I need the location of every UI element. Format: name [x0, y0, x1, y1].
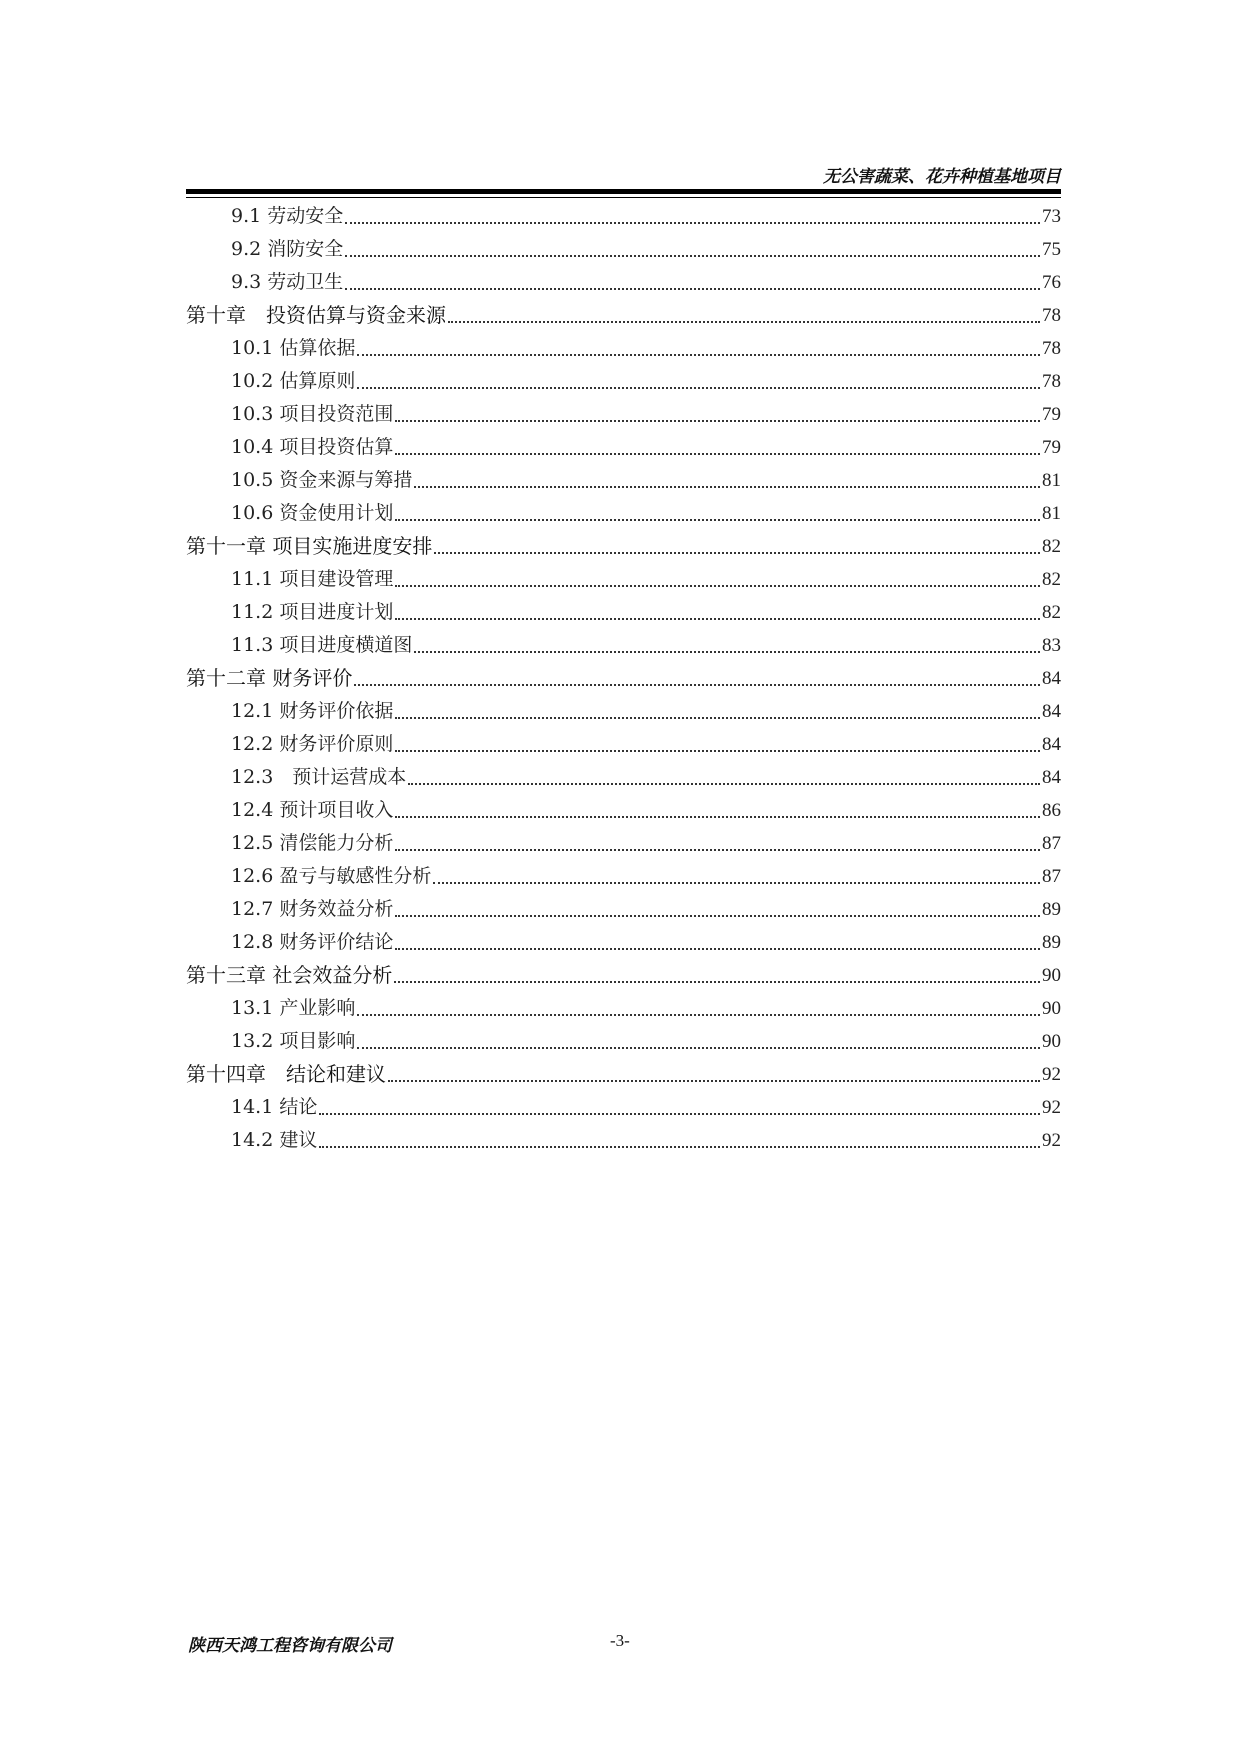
table-of-contents [186, 200, 1061, 1157]
toc-entry-label: 10.6 资金使用计划 [231, 502, 394, 524]
toc-entry-label: 第十一章 项目实施进度安排 [186, 534, 433, 558]
toc-entry-page-number: 78 [1042, 371, 1061, 392]
toc-section-entry[interactable] [186, 926, 1061, 959]
toc-entry-label: 9.2 消防安全 [231, 238, 344, 260]
toc-dot-leader [395, 749, 1040, 752]
toc-entry-label: 12.5 清偿能力分析 [231, 832, 394, 854]
toc-chapter-entry[interactable] [186, 662, 1061, 695]
toc-section-entry[interactable] [186, 1091, 1061, 1124]
toc-entry-label: 14.1 结论 [231, 1096, 318, 1118]
toc-entry-page-number: 83 [1042, 635, 1061, 656]
toc-entry-page-number: 79 [1042, 404, 1061, 425]
toc-dot-leader [357, 1046, 1040, 1049]
toc-dot-leader [448, 320, 1040, 323]
toc-entry-page-number: 82 [1042, 536, 1061, 557]
toc-dot-leader [395, 617, 1040, 620]
toc-chapter-entry[interactable] [186, 1058, 1061, 1091]
toc-section-entry[interactable] [186, 728, 1061, 761]
toc-dot-leader [408, 782, 1040, 785]
toc-section-entry[interactable] [186, 794, 1061, 827]
toc-entry-page-number: 90 [1042, 998, 1061, 1019]
toc-dot-leader [395, 584, 1040, 587]
toc-entry-page-number: 82 [1042, 602, 1061, 623]
toc-dot-leader [357, 353, 1040, 356]
toc-entry-label: 第十三章 社会效益分析 [186, 963, 393, 987]
toc-entry-label: 11.2 项目进度计划 [231, 601, 394, 623]
toc-entry-page-number: 75 [1042, 239, 1061, 260]
toc-dot-leader [345, 254, 1040, 257]
header-rule-thin [186, 197, 1061, 198]
toc-dot-leader [354, 683, 1040, 686]
toc-section-entry[interactable] [186, 1124, 1061, 1157]
toc-entry-page-number: 87 [1042, 833, 1061, 854]
toc-entry-label: 12.4 预计项目收入 [231, 799, 394, 821]
toc-dot-leader [395, 815, 1040, 818]
toc-dot-leader [395, 419, 1040, 422]
toc-dot-leader [357, 386, 1040, 389]
toc-section-entry[interactable] [186, 563, 1061, 596]
toc-entry-page-number: 78 [1042, 338, 1061, 359]
toc-dot-leader [357, 1013, 1040, 1016]
toc-entry-label: 10.5 资金来源与筹措 [231, 469, 413, 491]
toc-dot-leader [395, 914, 1040, 917]
toc-entry-label: 10.4 项目投资估算 [231, 436, 394, 458]
toc-section-entry[interactable] [186, 827, 1061, 860]
running-header-title: 无公害蔬菜、花卉种植基地项目 [823, 167, 1061, 187]
toc-entry-page-number: 81 [1042, 470, 1061, 491]
toc-chapter-entry[interactable] [186, 530, 1061, 563]
toc-entry-page-number: 73 [1042, 206, 1061, 227]
toc-entry-label: 12.6 盈亏与敏感性分析 [231, 865, 432, 887]
toc-entry-page-number: 84 [1042, 701, 1061, 722]
toc-section-entry[interactable] [186, 266, 1061, 299]
toc-entry-label: 第十二章 财务评价 [186, 666, 353, 690]
toc-entry-label: 12.8 财务评价结论 [231, 931, 394, 953]
toc-dot-leader [319, 1112, 1040, 1115]
toc-entry-page-number: 86 [1042, 800, 1061, 821]
toc-entry-page-number: 92 [1042, 1064, 1061, 1085]
toc-dot-leader [414, 485, 1040, 488]
toc-entry-page-number: 79 [1042, 437, 1061, 458]
toc-dot-leader [394, 980, 1040, 983]
toc-entry-label: 第十章 投资估算与资金来源 [186, 303, 446, 327]
toc-entry-page-number: 87 [1042, 866, 1061, 887]
toc-dot-leader [395, 518, 1040, 521]
toc-section-entry[interactable] [186, 200, 1061, 233]
toc-section-entry[interactable] [186, 695, 1061, 728]
toc-dot-leader [433, 881, 1040, 884]
toc-section-entry[interactable] [186, 761, 1061, 794]
toc-section-entry[interactable] [186, 893, 1061, 926]
toc-entry-page-number: 90 [1042, 965, 1061, 986]
toc-entry-page-number: 89 [1042, 932, 1061, 953]
toc-entry-label: 12.7 财务效益分析 [231, 898, 394, 920]
toc-section-entry[interactable] [186, 365, 1061, 398]
toc-entry-label: 12.3 预计运营成本 [231, 766, 407, 788]
toc-dot-leader [319, 1145, 1040, 1148]
toc-entry-label: 14.2 建议 [231, 1129, 318, 1151]
toc-entry-label: 第十四章 结论和建议 [186, 1062, 386, 1086]
toc-section-entry[interactable] [186, 464, 1061, 497]
footer-page-number: -3- [610, 1631, 630, 1650]
toc-section-entry[interactable] [186, 992, 1061, 1025]
toc-entry-label: 12.1 财务评价依据 [231, 700, 394, 722]
toc-entry-page-number: 89 [1042, 899, 1061, 920]
toc-entry-label: 10.3 项目投资范围 [231, 403, 394, 425]
toc-entry-label: 11.3 项目进度横道图 [231, 634, 413, 656]
toc-entry-label: 10.1 估算依据 [231, 337, 356, 359]
toc-entry-page-number: 92 [1042, 1130, 1061, 1151]
toc-entry-page-number: 78 [1042, 305, 1061, 326]
toc-dot-leader [388, 1079, 1040, 1082]
toc-entry-page-number: 84 [1042, 767, 1061, 788]
toc-chapter-entry[interactable] [186, 299, 1061, 332]
toc-section-entry[interactable] [186, 431, 1061, 464]
toc-dot-leader [345, 287, 1040, 290]
toc-entry-label: 9.3 劳动卫生 [231, 271, 344, 293]
toc-section-entry[interactable] [186, 233, 1061, 266]
toc-entry-page-number: 90 [1042, 1031, 1061, 1052]
toc-entry-label: 9.1 劳动安全 [231, 205, 344, 227]
toc-chapter-entry[interactable] [186, 959, 1061, 992]
toc-section-entry[interactable] [186, 497, 1061, 530]
toc-entry-label: 11.1 项目建设管理 [231, 568, 394, 590]
header-rule-thick [186, 189, 1061, 194]
toc-entry-page-number: 81 [1042, 503, 1061, 524]
toc-section-entry[interactable] [186, 596, 1061, 629]
toc-entry-label: 13.1 产业影响 [231, 997, 356, 1019]
toc-section-entry[interactable] [186, 860, 1061, 893]
toc-section-entry[interactable] [186, 1025, 1061, 1058]
toc-section-entry[interactable] [186, 332, 1061, 365]
toc-entry-page-number: 82 [1042, 569, 1061, 590]
toc-dot-leader [395, 452, 1040, 455]
toc-section-entry[interactable] [186, 629, 1061, 662]
toc-entry-page-number: 84 [1042, 668, 1061, 689]
toc-dot-leader [395, 947, 1040, 950]
toc-entry-page-number: 84 [1042, 734, 1061, 755]
toc-dot-leader [395, 716, 1040, 719]
toc-dot-leader [395, 848, 1040, 851]
toc-dot-leader [414, 650, 1040, 653]
toc-entry-page-number: 76 [1042, 272, 1061, 293]
toc-section-entry[interactable] [186, 398, 1061, 431]
toc-dot-leader [434, 551, 1040, 554]
footer-company-name: 陕西天鸿工程咨询有限公司 [188, 1636, 392, 1656]
toc-dot-leader [345, 221, 1040, 224]
toc-entry-label: 13.2 项目影响 [231, 1030, 356, 1052]
toc-entry-label: 12.2 财务评价原则 [231, 733, 394, 755]
toc-entry-label: 10.2 估算原则 [231, 370, 356, 392]
toc-entry-page-number: 92 [1042, 1097, 1061, 1118]
